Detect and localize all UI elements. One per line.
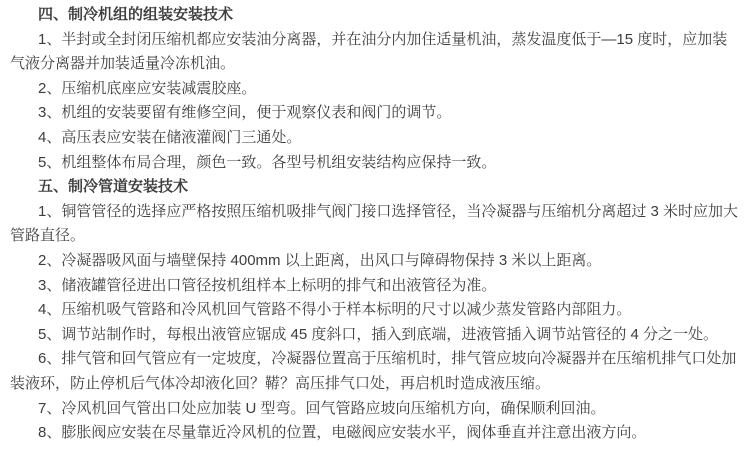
list-item: 3、机组的安装要留有维修空间，便于观察仪表和阀门的调节。 [38,104,452,122]
section-items-unit-assembly [10,28,741,176]
list-item: 8、膨胀阀应安装在尽量靠近冷风机的位置，电磁阀应安装水平，阀体垂直并注意出液方向。 [38,424,647,442]
list-item: 2、压缩机底座应安装减震胶座。 [38,79,257,97]
list-item: 4、高压表应安装在储液灌阀门三通处。 [38,128,302,146]
section-items-piping-install [10,200,741,446]
list-item: 6、排气管和回气管应有一定坡度，冷凝器位置高于压缩机时，排气管应坡向冷凝器并在压缩机排气口处加装液环，防止停机后气体冷却液化回？鞯？高压排气口处，再启机时造成液压缩。 [10,350,737,392]
list-item: 4、压缩机吸气管路和冷风机回气管路不得小于样本标明的尺寸以减少蒸发管路内部阻力。 [38,301,632,319]
list-item: 3、储液罐管径进出口管径按机组样本上标明的排气和出液管径为准。 [38,276,497,294]
section-refrigeration-piping-install [10,175,741,446]
list-item: 5、机组整体布局合理，颜色一致。各型号机组安装结构应保持一致。 [38,153,497,171]
list-item: 2、冷凝器吸风面与墙壁保持 400mm 以上距离，出风口与障碍物保持 3 米以上距离。 [38,251,602,269]
section-heading-unit-assembly: 四、制冷机组的组装安装技术 [38,6,234,23]
section-heading-piping-install: 五、制冷管道安装技术 [38,178,189,196]
list-item: 1、铜管管径的选择应严格按照压缩机吸排气阀门接口选择管径，当冷凝器与压缩机分离超过 3 米时应加大管路直径。 [10,202,739,245]
list-item: 1、半封或全封闭压缩机都应安装油分离器，并在油分内加住适量机油，蒸发温度低于—15 度时，应加装气液分离器并加装适量冷冻机油。 [10,30,728,73]
list-item: 5、调节站制作时，每根出液管应锯成 45 度斜口，插入到底端，进液管插入调节站管径的 4 分之一处。 [38,325,719,343]
list-item: 7、冷风机回气管出口处应加装 U 型弯。回气管路应坡向压缩机方向，确保顺利回油。 [38,399,606,417]
section-refrigeration-unit-assembly [10,3,741,175]
